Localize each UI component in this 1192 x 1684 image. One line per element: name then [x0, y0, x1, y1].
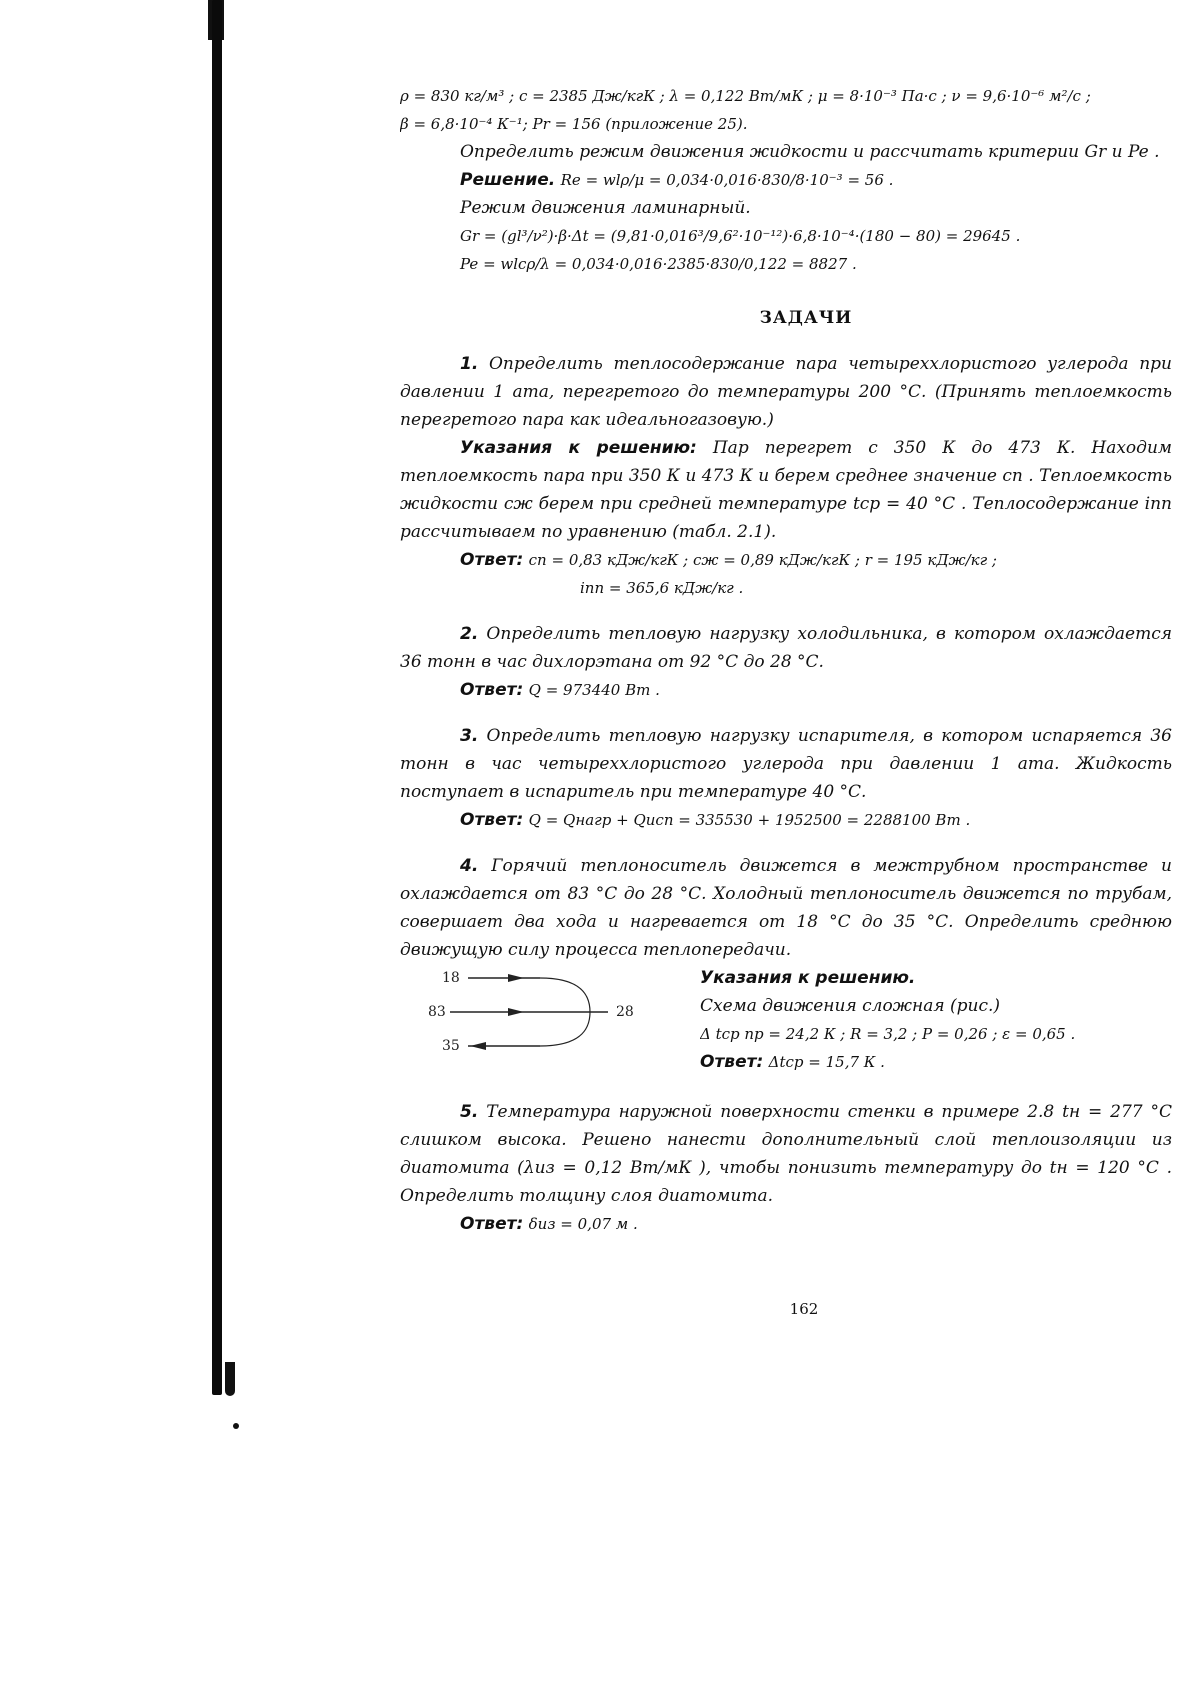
page-content: [400, 82, 1172, 1238]
task-2-answer: [400, 676, 1172, 704]
diagram-label-18: 18: [442, 970, 460, 986]
flow-regime: Режим движения ламинарный.: [460, 198, 751, 218]
grashof-formula: Gr = (gl³/ν²)·β·Δt = (9,81·0,016³/9,6²·10⁻¹²)·6,8·10⁻⁴·(180 − 80) = 29645 .: [460, 227, 1021, 245]
task-4-answer: [700, 1048, 1180, 1076]
task-1-answer-2: iпп = 365,6 кДж/кг .: [580, 579, 744, 597]
task-4-answer-value: Δtср = 15,7 К .: [768, 1053, 885, 1071]
task-4-details: [400, 964, 1172, 1080]
task-5-answer-value: δиз = 0,07 м .: [528, 1215, 638, 1233]
example-task: Определить режим движения жидкости и рассчитать критерии Gr и Pe .: [460, 142, 1160, 162]
section-title: ЗАДАЧИ: [759, 308, 853, 328]
flow-scheme-diagram: [420, 964, 660, 1074]
binding-edge-foot: [225, 1362, 235, 1396]
diagram-arrow-cold-in: [508, 974, 524, 982]
binding-speck: [233, 1423, 239, 1429]
task-2-answer-value: Q = 973440 Вт .: [528, 681, 660, 699]
diagram-arrow-cold-out: [470, 1042, 486, 1050]
task-1-hint-label: Указания к решению:: [460, 438, 697, 458]
task-4-params: Δ tср пр = 24,2 К ; R = 3,2 ; P = 0,26 ; ε = 0,65 .: [700, 1025, 1076, 1043]
properties-line-1: ρ = 830 кг/м³ ; c = 2385 Дж/кгК ; λ = 0,122 Вт/мК ; μ = 8·10⁻³ Па·с ; ν = 9,6·10⁻⁶ м²/с ;: [400, 87, 1091, 105]
task-4-answer-label: Ответ:: [700, 1052, 764, 1072]
task-1-hint-text: Пар перегрет с 350 К до 473 К. Находим теплоемкость пара при 350 К и 473 К и берем среднее значение cп . Теплоемкость жидкости cж берем при средней температуре tср = 40 °С . Теплосодержание iпп рассчитываем по уравнению (табл. 2.1).: [400, 438, 1172, 542]
task-2-answer-label: Ответ:: [460, 680, 524, 700]
solution-line: [400, 166, 1172, 194]
task-4: [400, 852, 1172, 964]
task-5-number: 5.: [460, 1102, 479, 1122]
diagram-arrow-hot: [508, 1008, 524, 1016]
task-4-hint-label: Указания к решению.: [700, 968, 916, 988]
task-5: [400, 1098, 1172, 1210]
task-1: [400, 350, 1172, 434]
task-1-hint: [400, 434, 1172, 546]
task-4-hint-text: Схема движения сложная (рис.): [700, 996, 1001, 1016]
task-4-number: 4.: [460, 856, 479, 876]
task-1-answer: [400, 546, 1172, 574]
task-1-answer-1: cп = 0,83 кДж/кгК ; cж = 0,89 кДж/кгК ; r = 195 кДж/кг ;: [528, 551, 997, 569]
task-1-text: Определить теплосодержание пара четыреххлористого углерода при давлении 1 ата, перегретого до температуры 200 °С. (Принять теплоемкость перегретого пара как идеальногазовую.): [400, 354, 1173, 430]
binding-edge: [212, 0, 222, 1395]
task-3: [400, 722, 1172, 806]
task-1-answer-label: Ответ:: [460, 550, 524, 570]
diagram-label-28: 28: [616, 1004, 634, 1020]
task-2-text: Определить тепловую нагрузку холодильника, в котором охлаждается 36 тонн в час дихлорэтана от 92 °С до 28 °С.: [400, 624, 1172, 672]
peclet-formula: Pe = wlcρ/λ = 0,034·0,016·2385·830/0,122 = 8827 .: [460, 255, 857, 273]
solution-label: Решение.: [460, 170, 556, 190]
properties-line-2: β = 6,8·10⁻⁴ К⁻¹; Pr = 156 (приложение 25).: [400, 115, 748, 133]
task-3-answer: [400, 806, 1172, 834]
task-4-text: Горячий теплоноситель движется в межтрубном пространстве и охлаждается от 83 °С до 28 °С. Холодный теплоноситель движется по трубам, совершает два хода и нагревается от 18 °С до 35 °С. Определить среднюю движущую силу процесса теплопередачи.: [400, 856, 1172, 960]
task-4-hint-block: [700, 964, 1180, 1076]
diagram-label-83: 83: [428, 1004, 446, 1020]
page-number: 162: [789, 1300, 819, 1318]
diagram-label-35: 35: [442, 1038, 460, 1054]
reynolds-formula: Re = wlρ/μ = 0,034·0,016·830/8·10⁻³ = 56 .: [560, 171, 894, 189]
task-5-answer-label: Ответ:: [460, 1214, 524, 1234]
task-3-answer-value: Q = Qнагр + Qисп = 335530 + 1952500 = 2288100 Вт .: [528, 811, 971, 829]
task-2: [400, 620, 1172, 676]
task-5-text: Температура наружной поверхности стенки в примере 2.8 tн = 277 °С слишком высока. Решено нанести дополнительный слой теплоизоляции из диатомита (λиз = 0,12 Вт/мК ), чтобы понизить температуру до tн = 120 °С . Определить толщину слоя диатомита.: [400, 1102, 1172, 1206]
task-5-answer: [400, 1210, 1172, 1238]
task-3-answer-label: Ответ:: [460, 810, 524, 830]
task-1-number: 1.: [460, 354, 479, 374]
task-3-text: Определить тепловую нагрузку испарителя, в котором испаряется 36 тонн в час четыреххлористого углерода при давлении 1 ата. Жидкость поступает в испаритель при температуре 40 °С.: [400, 726, 1172, 802]
task-2-number: 2.: [460, 624, 479, 644]
task-3-number: 3.: [460, 726, 479, 746]
